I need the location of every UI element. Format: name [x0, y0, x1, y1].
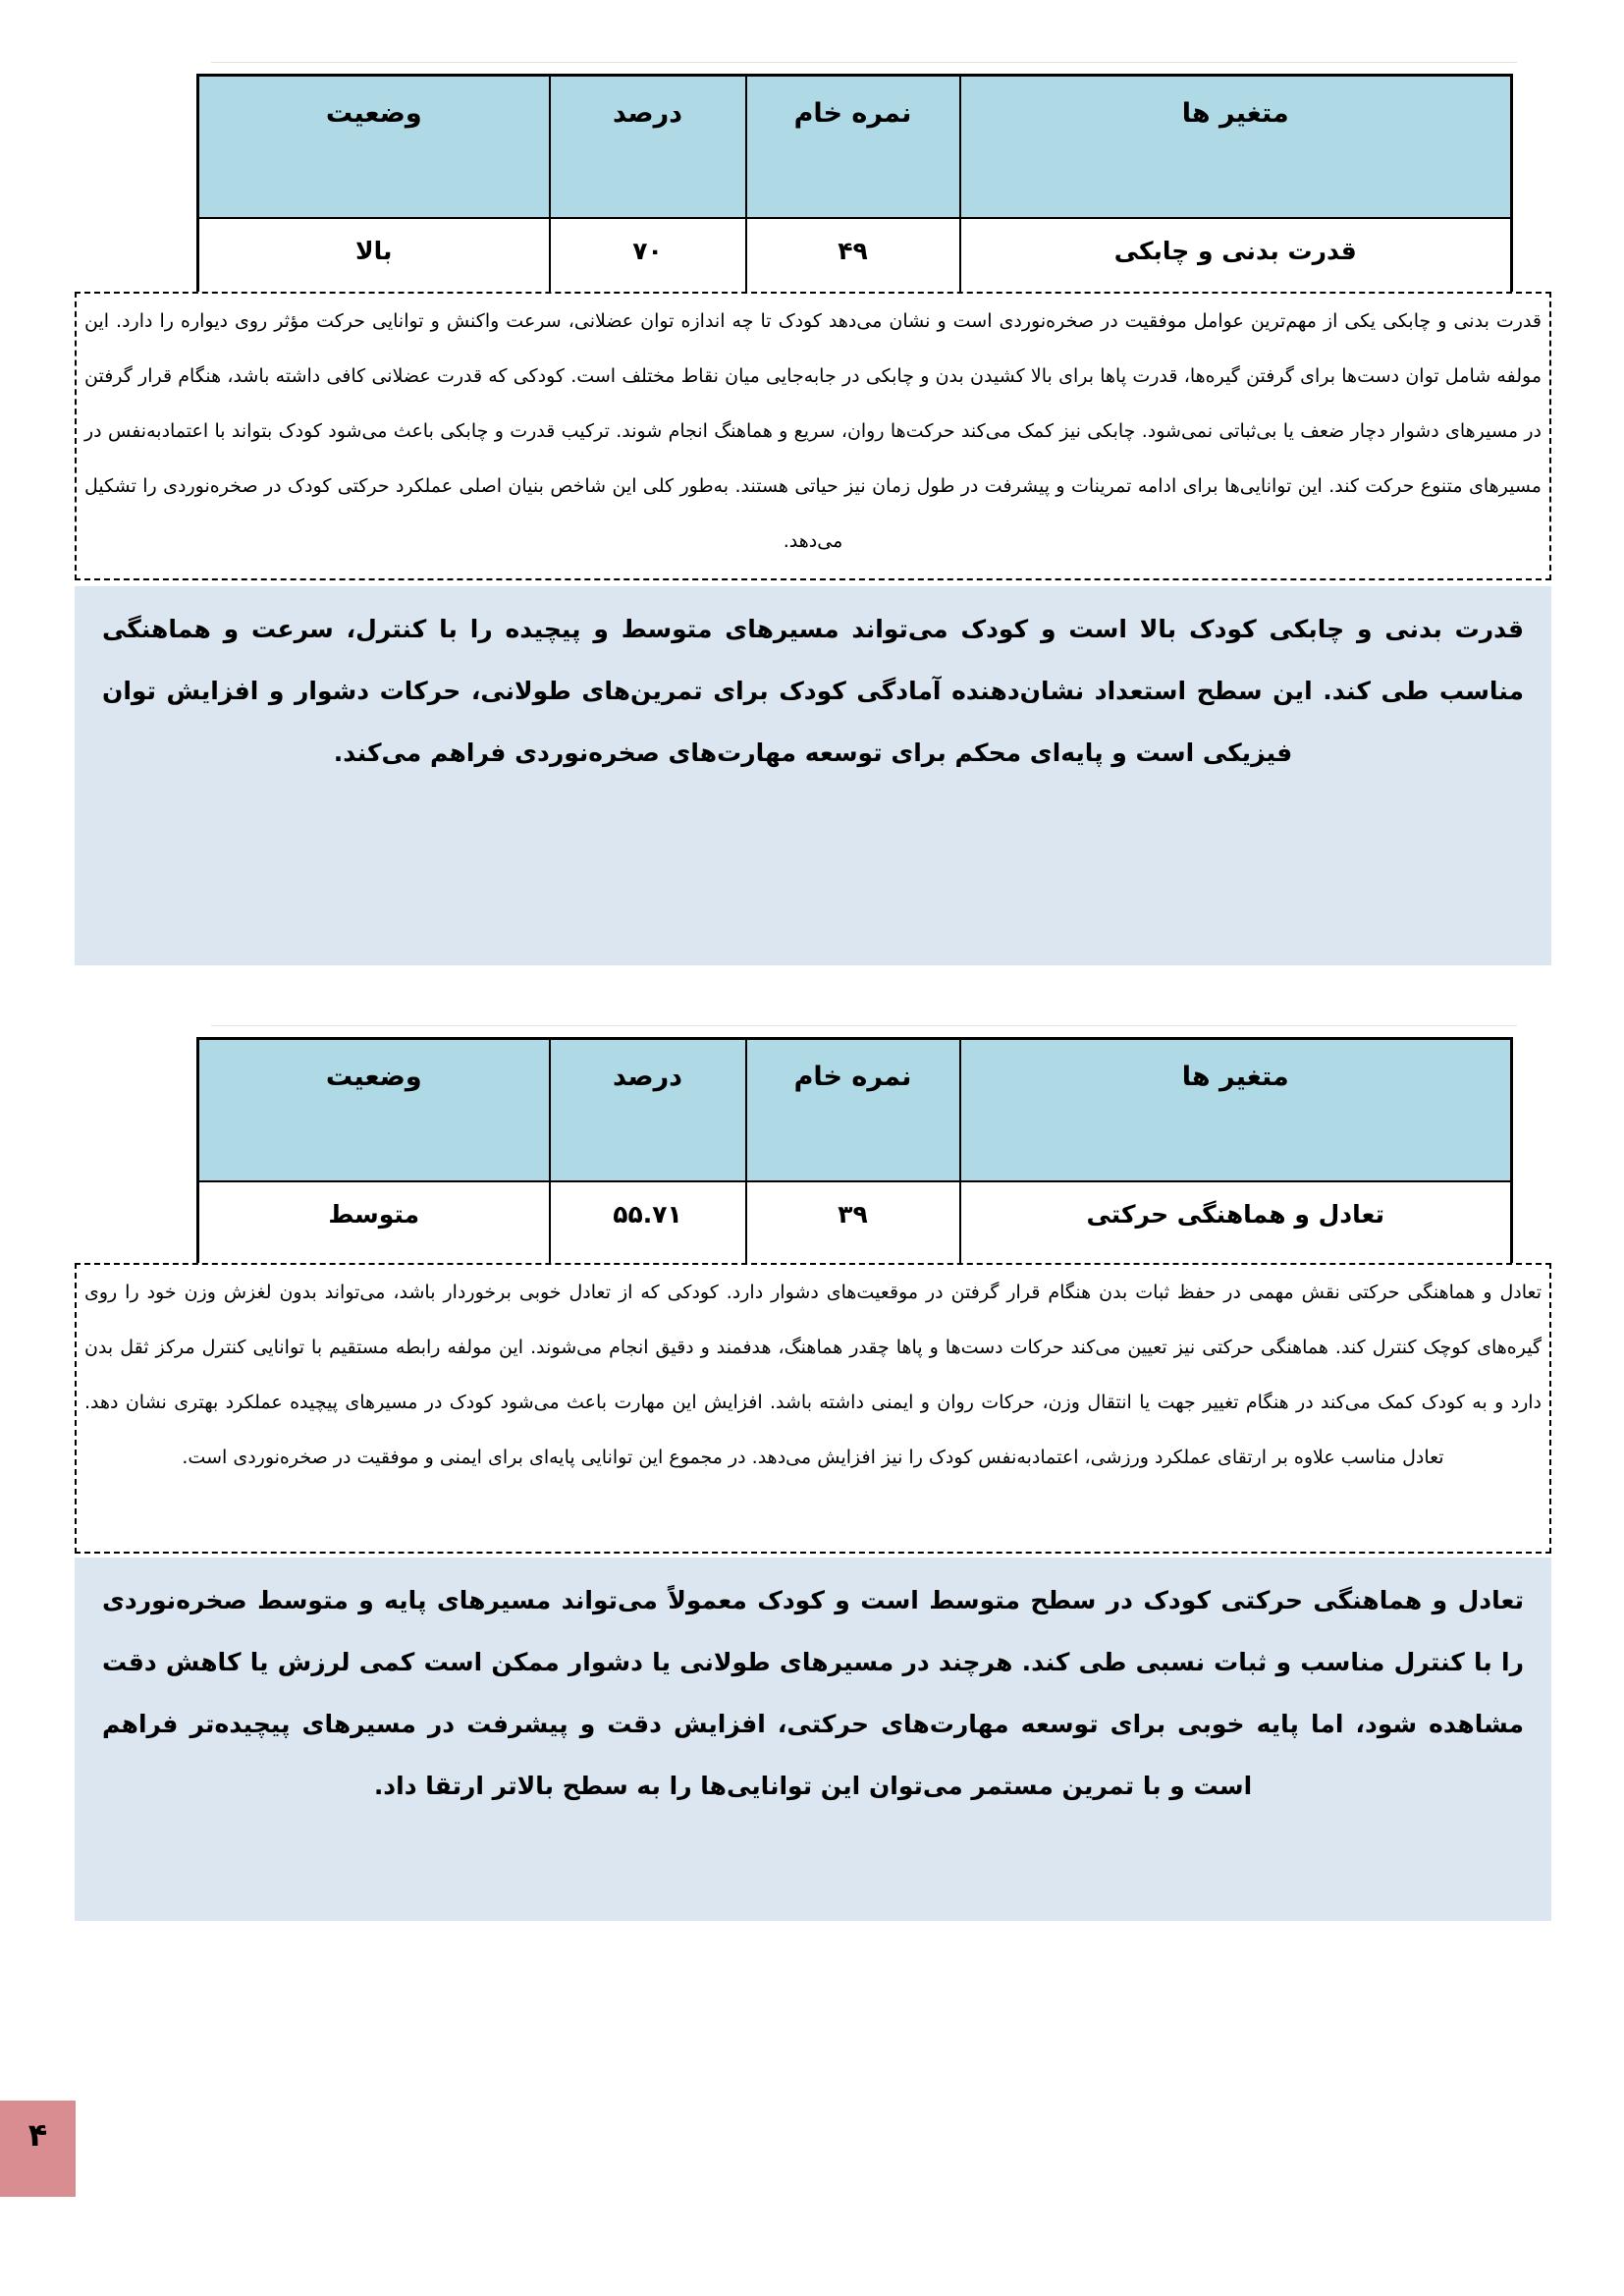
description-text-2: تعادل و هماهنگی حرکتی نقش مهمی در حفظ ثبات بدن هنگام قرار گرفتن در موقعیت‌های دشوار دارد. کودکی که از تعادل خوبی برخوردار باشد، می‌تواند بدون لغزش وزن خود را روی گیره‌های کوچک کنترل کند. هماهنگی حرکتی نیز تعیین می‌کند حرکات دست‌ها و پاها چقدر هماهنگ، هدفمند و دقیق انجام می‌شوند. این مولفه رابطه مستقیم با توانایی کنترل مرکز ثقل بدن دارد و به کودک کمک می‌کند در هنگام تغییر جهت یا انتقال وزن، حرکات روان و ایمنی داشته باشد. افزایش این مهارت باعث می‌شود کودک در مسیرهای پیچیده عملکرد بهتری نشان دهد. تعادل مناسب علاوه بر ارتقای عملکرد ورزشی، اعتمادبه‌نفس کودک را نیز افزایش می‌دهد. در مجموع این توانایی پایه‌ای برای ایمنی و موفقیت در صخره‌نوردی است. — [84, 1282, 1542, 1468]
header-status: وضعیت — [198, 76, 550, 219]
cell-raw-score: ۳۹ — [746, 1181, 960, 1285]
cell-status: بالا — [198, 218, 550, 322]
summary-text-2: تعادل و هماهنگی حرکتی کودک در سطح متوسط است و کودک معمولاً می‌تواند مسیرهای پایه و متوسط صخره‌نوردی را با کنترل مناسب و ثبات نسبی طی کند. هرچند در مسیرهای طولانی یا دشوار ممکن است کمی لرزش یا کاهش دقت مشاهده شود، اما پایه خوبی برای توسعه مهارت‌های حرکتی، افزایش دقت و پیشرفت در مسیرهای پیچیده‌تر فراهم است و با تمرین مستمر می‌توان این توانایی‌ها را به سطح بالاتر ارتقا داد. — [102, 1586, 1524, 1800]
table-header-row — [198, 76, 1512, 219]
variables-table-1 — [196, 74, 1513, 323]
cell-status: متوسط — [198, 1181, 550, 1285]
summary-text-1: قدرت بدنی و چابکی کودک بالا است و کودک می‌تواند مسیرهای متوسط و پیچیده را با کنترل، سرعت و هماهنگی مناسب طی کند. این سطح استعداد نشان‌دهنده آمادگی کودک برای تمرین‌های طولانی، حرکات دشوار و افزایش توان فیزیکی است و پایه‌ای محکم برای توسعه مهارت‌های صخره‌نوردی فراهم می‌کند. — [102, 615, 1524, 767]
cell-variable: قدرت بدنی و چابکی — [960, 218, 1512, 322]
header-raw-score: نمره خام — [746, 76, 960, 219]
header-variables: متغیر ها — [960, 76, 1512, 219]
divider-line — [211, 62, 1517, 63]
header-percent: درصد — [550, 1039, 746, 1182]
header-percent: درصد — [550, 76, 746, 219]
summary-block-1 — [75, 586, 1551, 965]
table-header-row — [198, 1039, 1512, 1182]
page-number-badge — [0, 2101, 76, 2197]
description-text-1: قدرت بدنی و چابکی یکی از مهم‌ترین عوامل موفقیت در صخره‌نوردی است و نشان می‌دهد کودک تا چه اندازه توان عضلانی، سرعت واکنش و توانایی حرکت مؤثر روی دیواره را دارد. این مولفه شامل توان دست‌ها برای گرفتن گیره‌ها، قدرت پاها برای بالا کشیدن بدن و چابکی در جابه‌جایی میان نقاط مختلف است. کودکی که قدرت عضلانی کافی داشته باشد، هنگام قرار گرفتن در مسیرهای دشوار دچار ضعف یا بی‌ثباتی نمی‌شود. چابکی نیز کمک می‌کند حرکت‌ها روان، سریع و هماهنگ انجام شوند. ترکیب قدرت و چابکی باعث می‌شود کودک بتواند با اعتمادبه‌نفس در مسیرهای متنوع حرکت کند. این توانایی‌ها برای ادامه تمرینات و پیشرفت در طول زمان نیز حیاتی هستند. به‌طور کلی این شاخص بنیان اصلی عملکرد حرکتی کودک در صخره‌نوردی را تشکیل می‌دهد. — [84, 310, 1542, 552]
cell-percent: ۷۰ — [550, 218, 746, 322]
description-box-2 — [75, 1263, 1551, 1554]
header-status: وضعیت — [198, 1039, 550, 1182]
cell-raw-score: ۴۹ — [746, 218, 960, 322]
summary-block-2 — [75, 1558, 1551, 1921]
header-variables: متغیر ها — [960, 1039, 1512, 1182]
variables-table-2 — [196, 1037, 1513, 1286]
header-raw-score: نمره خام — [746, 1039, 960, 1182]
page-number: ۴ — [27, 2116, 48, 2154]
divider-line — [211, 1025, 1517, 1026]
description-box-1 — [75, 292, 1551, 580]
cell-variable: تعادل و هماهنگی حرکتی — [960, 1181, 1512, 1285]
cell-percent: ۵۵.۷۱ — [550, 1181, 746, 1285]
